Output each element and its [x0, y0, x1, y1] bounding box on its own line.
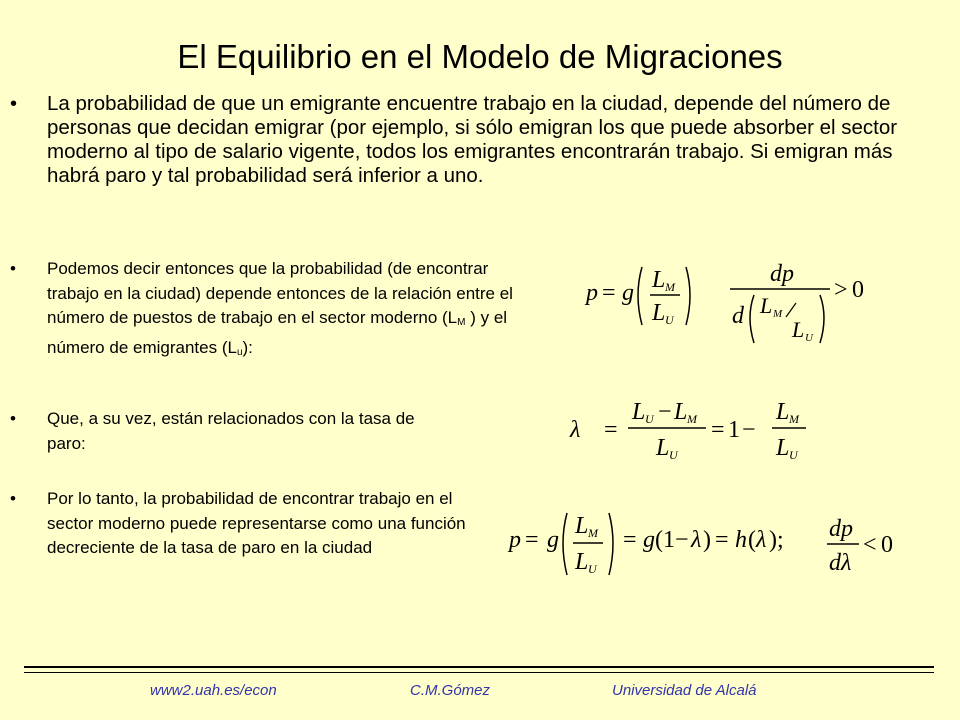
svg-text:L: L [674, 399, 688, 425]
svg-text:(1−: (1− [655, 527, 689, 553]
bullet-conclusion [10, 487, 470, 561]
bullet-marker: • [10, 93, 18, 115]
svg-text:<: < [863, 532, 877, 558]
svg-text:L: L [652, 267, 666, 293]
svg-text:−: − [742, 417, 756, 443]
svg-text:dp: dp [770, 261, 794, 287]
svg-text:d: d [732, 303, 744, 329]
footer-author: C.M.Gómez [410, 682, 491, 699]
svg-text:M: M [687, 412, 697, 426]
svg-text:L: L [792, 317, 805, 342]
footer-website: www2.uah.es/econ [150, 682, 277, 699]
svg-text:λ: λ [691, 527, 702, 553]
svg-text:1: 1 [728, 417, 740, 443]
svg-text:=: = [602, 280, 616, 306]
svg-text:L: L [575, 513, 589, 539]
equation-probability-function [505, 505, 805, 589]
svg-text:>: > [834, 277, 848, 303]
svg-text:(: ( [748, 527, 756, 553]
svg-text:0: 0 [852, 277, 864, 303]
svg-text:L: L [652, 300, 666, 326]
svg-text:λ: λ [756, 527, 767, 553]
svg-text:L: L [776, 399, 790, 425]
svg-text:);: ); [769, 527, 784, 553]
svg-text:U: U [789, 448, 798, 462]
equation-derivative-negative [825, 510, 900, 584]
bullet-text: Podemos decir entonces que la probabilidad (de encontrar trabajo en la ciudad) depende entonces de la relación entre el número de puestos de trabajo en el sector moderno ($L_M$ ) y el número de emigrantes $(L_u)$: [47, 259, 513, 358]
svg-text:0: 0 [881, 532, 893, 558]
svg-text:U: U [669, 448, 678, 462]
bullet-marker: • [10, 489, 16, 508]
equation-unemployment-rate [566, 393, 816, 472]
svg-text:L: L [760, 293, 773, 318]
svg-text:L: L [632, 399, 646, 425]
svg-text:U: U [665, 313, 674, 327]
svg-text:h: h [735, 527, 747, 553]
svg-text:λ: λ [570, 417, 581, 443]
bullet-marker: • [10, 259, 16, 278]
svg-text:=: = [525, 527, 539, 553]
svg-text:M: M [789, 412, 799, 426]
bullet-marker: • [10, 409, 16, 428]
svg-text:=: = [715, 527, 729, 553]
bullet-probability [10, 92, 920, 188]
svg-text:−: − [658, 399, 672, 425]
equation-derivative-positive [728, 255, 878, 354]
svg-text:U: U [805, 332, 813, 344]
svg-text:=: = [623, 527, 637, 553]
svg-text:M: M [773, 308, 783, 320]
bullet-text: La probabilidad de que un emigrante encuentre trabajo en la ciudad, depende del número de personas que decidan emigrar (por ejemplo, si sólo emigran los que puede absorber el sector moderno al tipo de salario vigente, todos los emigrantes encontrarán trabajo. Si emigran más habrá paro y tal probabilidad será inferior a uno. [47, 92, 898, 187]
footer-divider [24, 666, 934, 668]
svg-text:=: = [711, 417, 725, 443]
bullet-ratio [10, 257, 520, 365]
svg-text:g: g [643, 527, 655, 553]
footer-institution: Universidad de Alcalá [612, 682, 757, 699]
svg-text:U: U [645, 412, 654, 426]
footer-divider [24, 672, 934, 673]
bullet-text: Que, a su vez, están relacionados con la tasa de paro: [47, 409, 415, 453]
svg-text:g: g [622, 280, 634, 306]
bullet-unemployment [10, 407, 450, 456]
svg-text:M: M [588, 526, 598, 540]
svg-text:p: p [586, 280, 598, 306]
bullet-text: Por lo tanto, la probabilidad de encontrar trabajo en el sector moderno puede representarse como una función decreciente de la tasa de paro en la ciudad [47, 489, 466, 557]
svg-text:U: U [588, 562, 597, 576]
svg-text:L: L [776, 435, 790, 461]
svg-text:L: L [575, 549, 589, 575]
equation-probability [580, 255, 710, 339]
svg-text:): ) [703, 527, 711, 553]
svg-text:M: M [665, 280, 675, 294]
slide-title: El Equilibrio en el Modelo de Migraciones [177, 38, 783, 75]
svg-text:p: p [509, 527, 521, 553]
svg-text:g: g [547, 527, 559, 553]
svg-text:dp: dp [829, 516, 853, 542]
svg-text:=: = [604, 417, 618, 443]
svg-text:L: L [656, 435, 670, 461]
svg-text:dλ: dλ [829, 550, 852, 576]
